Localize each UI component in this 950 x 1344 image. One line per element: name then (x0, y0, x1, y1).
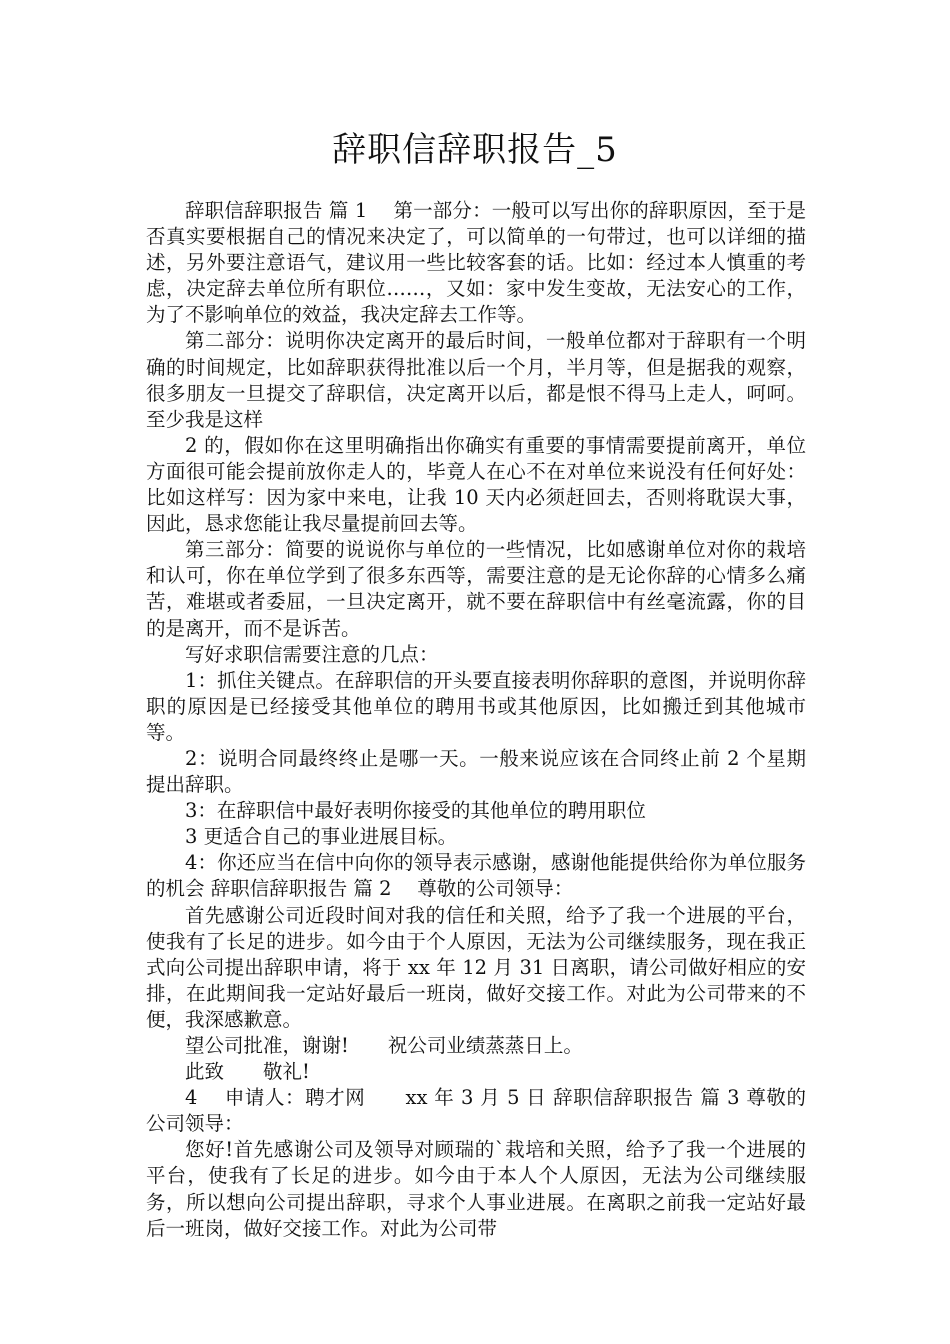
paragraph-letter2-signature: 4 申请人：聘才网 xx 年 3 月 5 日 辞职信辞职报告 篇 3 尊敬的公司领导： (146, 1086, 806, 1136)
document-title: 辞职信辞职报告_5 (332, 130, 618, 170)
paragraph-part2: 第二部分：说明你决定离开的最后时间，一般单位都对于辞职有一个明确的时间规定，比如辞职获得批准以后一个月，半月等，但是据我的观察，很多朋友一旦提交了辞职信，决定离开以后，都是恨不得马上走人，呵呵。至少我是这样 (146, 329, 806, 431)
paragraph-part2-cont: 2 的，假如你在这里明确指出你确实有重要的事情需要提前离开，单位方面很可能会提前放你走人的，毕竟人在心不在对单位来说没有任何好处：比如这样写：因为家中来电，让我 10 天内必须赶回去，否则将耽误大事，因此，恳求您能让我尽量提前回去等。 (146, 433, 806, 536)
paragraph-letter2-salute: 此致 敬礼! (185, 1060, 310, 1084)
paragraph-letter2-body: 首先感谢公司近段时间对我的信任和关照，给予了我一个进展的平台，使我有了长足的进步。如今由于个人原因，无法为公司继续服务，现在我正式向公司提出辞职申请，将于 xx 年 12 月 31 日离职，请公司做好相应的安排，在此期间我一定站好最后一班岗，做好交接工作。对此为公司带来的不便，我深感歉意。 (146, 903, 806, 1031)
paragraph-letter2-wish: 望公司批准，谢谢! 祝公司业绩蒸蒸日上。 (185, 1034, 583, 1057)
document-body (146, 198, 806, 1242)
paragraph-part3: 第三部分：简要的说说你与单位的一些情况，比如感谢单位对你的栽培和认可，你在单位学到了很多东西等，需要注意的是无论你辞的心情多么痛苦，难堪或者委屈，一旦决定离开，就不要在辞职信中有丝毫流露，你的目的是离开，而不是诉苦。 (146, 538, 806, 640)
paragraph-tip-3-cont: 3 更适合自己的事业进展目标。 (185, 825, 458, 849)
paragraph-letter3-body: 您好!首先感谢公司及领导对顾瑞的`栽培和关照，给予了我一个进展的平台，使我有了长足的进步。如今由于本人个人原因，无法为公司继续服务，所以想向公司提出辞职，寻求个人事业进展。在离职之前我一定站好最后一班岗，做好交接工作。对此为公司带 (146, 1138, 806, 1240)
paragraph-tip-1: 1：抓住关键点。在辞职信的开头要直接表明你辞职的意图，并说明你辞职的原因是已经接受其他单位的聘用书或其他原因，比如搬迁到其他城市等。 (146, 668, 806, 744)
paragraph-tip-2: 2：说明合同最终终止是哪一天。一般来说应该在合同终止前 2 个星期提出辞职。 (146, 746, 806, 797)
paragraph-tip-3: 3：在辞职信中最好表明你接受的其他单位的聘用职位 (185, 799, 646, 823)
paragraph-tip-4: 4：你还应当在信中向你的领导表示感谢，感谢他能提供给你为单位服务的机会 辞职信辞职报告 篇 2 尊敬的公司领导： (146, 851, 806, 901)
paragraph-tips-heading: 写好求职信需要注意的几点： (185, 642, 439, 666)
paragraph-part1: 辞职信辞职报告 篇 1 第一部分：一般可以写出你的辞职原因，至于是否真实要根据自己的情况来决定了，可以简单的一句带过，也可以详细的描述，另外要注意语气，建议用一些比较客套的话。比如：经过本人慎重的考虑，决定辞去单位所有职位……，又如：家中发生变故，无法安心的工作，为了不影响单位的效益，我决定辞去工作等。 (146, 199, 806, 327)
